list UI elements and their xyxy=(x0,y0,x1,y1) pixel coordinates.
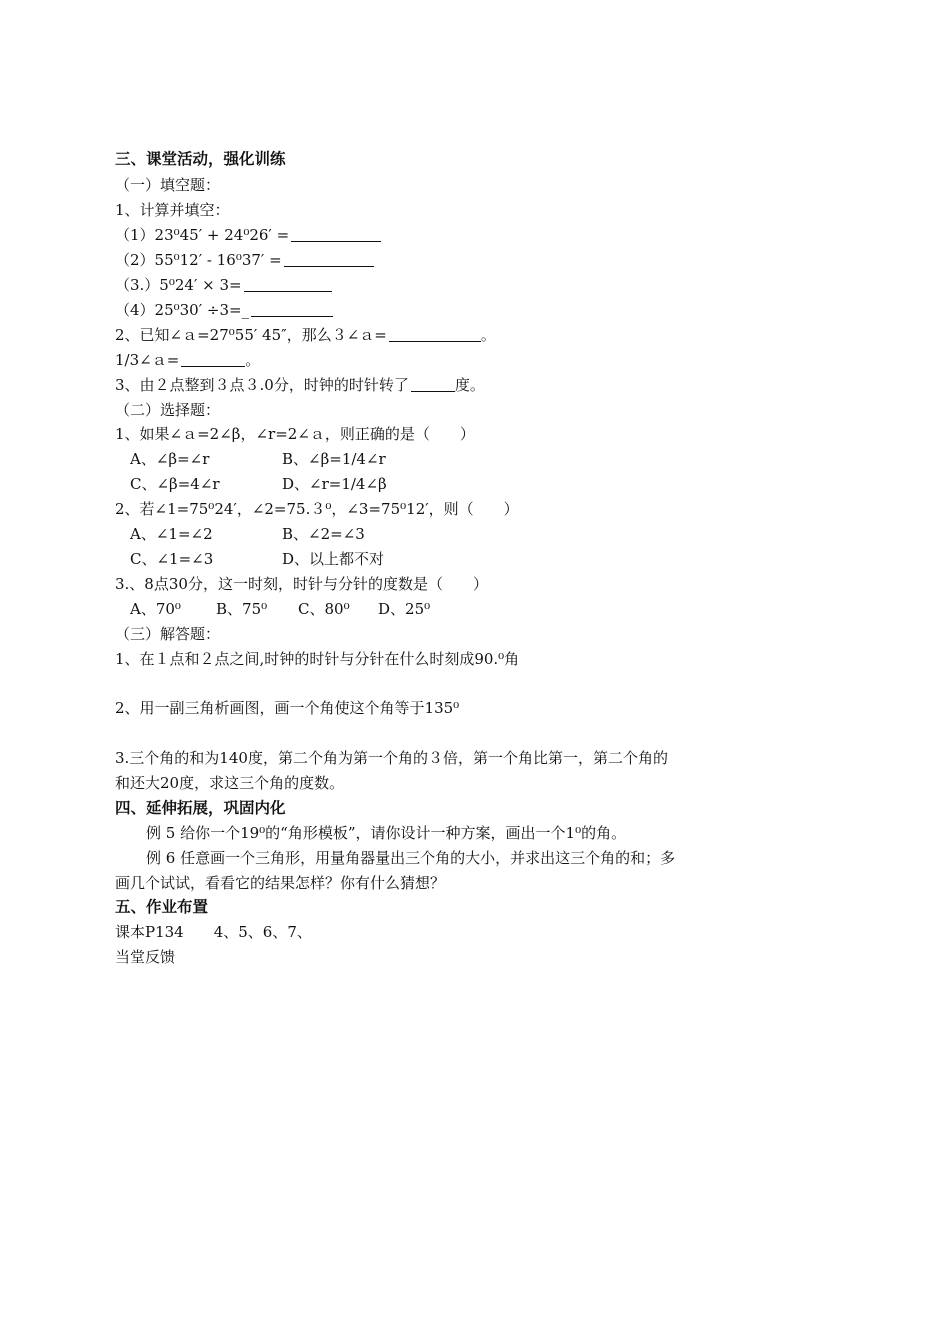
question-1-c-text: （3.）5⁰24′ × 3= xyxy=(115,276,242,294)
question-3-text: 3、由２点整到３点３.0分，时钟的时针转了 xyxy=(115,376,409,394)
choice-2-options-row-2 xyxy=(130,550,384,568)
part-3-title: （三）解答题： xyxy=(115,625,221,643)
answer-blank xyxy=(411,376,455,392)
question-2-a xyxy=(115,326,496,344)
answer-blank xyxy=(181,351,245,367)
choice-option-a: A、70⁰ xyxy=(130,600,181,618)
question-1-a-text: （1）23⁰45′ + 24⁰26′ = xyxy=(115,226,290,244)
choice-option-b: B、75⁰ xyxy=(216,600,268,618)
question-2-b-end: 。 xyxy=(245,351,261,369)
feedback-label: 当堂反馈 xyxy=(115,948,176,966)
part-2-title: （二）选择题： xyxy=(115,401,221,419)
choice-1: 1、如果∠ａ=2∠β，∠r=2∠ａ，则正确的是（ ） xyxy=(115,425,475,443)
question-1-d-text: （4）25⁰30′ ÷3=_ xyxy=(115,301,250,319)
choice-option-c: C、∠β=4∠r xyxy=(130,475,220,493)
section-5-heading: 五、作业布置 xyxy=(115,897,209,916)
answer-question-3-line-2: 和还大20度，求这三个角的度数。 xyxy=(115,774,345,792)
question-1-b xyxy=(115,251,374,269)
answer-question-3-line-1: 3.三个角的和为140度，第二个角为第一个角的３倍，第一个角比第一，第二个角的 xyxy=(115,749,668,767)
part-1-title: （一）填空题： xyxy=(115,176,221,194)
answer-blank xyxy=(389,326,481,342)
choice-3: 3.、8点30分，这一时刻，时针与分针的度数是（ ） xyxy=(115,575,488,593)
choice-option-b: B、∠β=1/4∠r xyxy=(282,450,386,468)
choice-2-options-row-1 xyxy=(130,525,365,543)
choice-2: 2、若∠1=75⁰24′，∠2=75.３⁰，∠3=75⁰12′，则（ ） xyxy=(115,500,519,518)
question-2-b xyxy=(115,351,260,369)
choice-option-d: D、25⁰ xyxy=(378,600,431,618)
example-6-line-1: 例 6 任意画一个三角形，用量角器量出三个角的大小，并求出这三个角的和；多 xyxy=(146,849,676,867)
section-4-heading: 四、延伸拓展，巩固内化 xyxy=(115,798,286,817)
choice-option-b: B、∠2=∠3 xyxy=(282,525,365,543)
question-2-b-text: 1/3∠ａ= xyxy=(115,351,180,369)
question-1-d xyxy=(115,301,333,319)
example-5: 例 5 给你一个19⁰的“角形模板”，请你设计一种方案，画出一个1⁰的角。 xyxy=(146,824,627,842)
choice-option-c: C、∠1=∠3 xyxy=(130,550,214,568)
question-1-b-text: （2）55⁰12′ - 16⁰37′ = xyxy=(115,251,282,269)
question-1: 1、计算并填空： xyxy=(115,201,230,219)
question-3 xyxy=(115,376,485,394)
answer-blank xyxy=(244,276,332,292)
question-2-a-end: 。 xyxy=(480,326,496,344)
choice-option-a: A、∠1=∠2 xyxy=(130,525,213,543)
example-6-line-2: 画几个试试，看看它的结果怎样？你有什么猜想？ xyxy=(115,874,446,892)
question-3-end: 度。 xyxy=(454,376,485,394)
answer-question-1: 1、在１点和２点之间,时钟的时针与分针在什么时刻成90.⁰角 xyxy=(115,650,520,668)
homework-line: 课本P134 4、5、6、7、 xyxy=(115,923,312,941)
answer-blank xyxy=(284,251,374,267)
question-2-a-text: 2、已知∠ａ=27⁰55′ 45″，那么３∠ａ= xyxy=(115,326,387,344)
question-1-c xyxy=(115,276,332,294)
choice-3-options xyxy=(130,600,430,618)
answer-blank xyxy=(251,301,333,317)
question-1-a xyxy=(115,226,381,244)
choice-option-a: A、∠β=∠r xyxy=(130,450,210,468)
choice-option-d: D、∠r=1/4∠β xyxy=(282,475,387,493)
answer-question-2: 2、用一副三角析画图，画一个角使这个角等于135⁰ xyxy=(115,699,460,717)
section-3-heading: 三、课堂活动，强化训练 xyxy=(115,149,286,168)
choice-option-c: C、80⁰ xyxy=(298,600,350,618)
choice-option-d: D、以上都不对 xyxy=(282,550,385,568)
answer-blank xyxy=(291,226,381,242)
choice-1-options-row-2 xyxy=(130,475,387,493)
choice-1-options-row-1 xyxy=(130,450,386,468)
